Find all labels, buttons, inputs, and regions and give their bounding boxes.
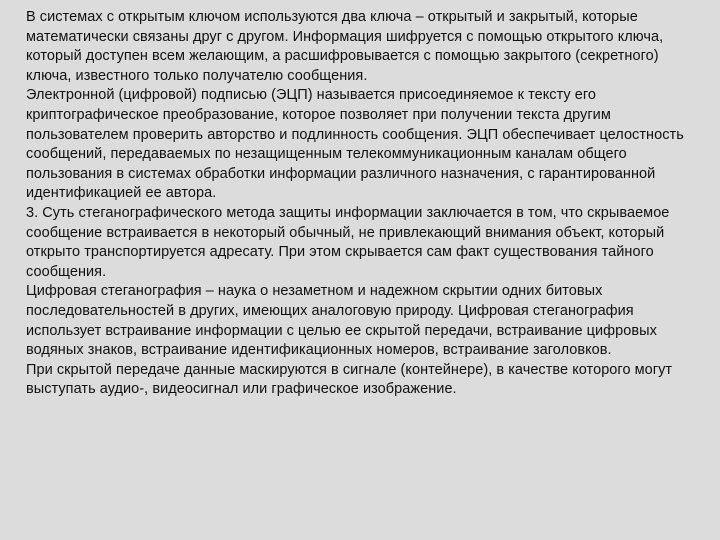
paragraph-steganography-essence: 3. Суть стеганографического метода защиты информации заключается в том, что скрываемое сообщение встраивается в некоторый обычный, не привлекающий внимания объект, который открыто транспортируется адресату. При этом скрывается сам факт существования тайного сообщения.	[26, 204, 670, 280]
body-text	[26, 8, 696, 400]
paragraph-hidden-transmission: При скрытой передаче данные маскируются в сигнале (контейнере), в качестве которого могут выступать аудио-, видеосигнал или графическое изображение.	[26, 361, 673, 398]
paragraph-digital-steganography: Цифровая стеганография – наука о незаметном и надежном скрытии одних битовых последовательностей в других, имеющих аналоговую природу. Цифровая стеганография использует встраивание информации с целью ее скрытой передачи, встраивание цифровых водяных знаков, встраивание идентификационных номеров, встраивание заголовков.	[26, 283, 657, 359]
paragraph-digital-signature: Электронной (цифровой) подписью (ЭЦП) называется присоединяемое к тексту его криптографическое преобразование, которое позволяет при получении текста другим пользователем проверить авторство и подлинность сообщения. ЭЦП обеспечивает целостность сообщений, передаваемых по незащищенным телекоммуникационным каналам общего пользования в системах обработки информации различного назначения, с гарантированной идентификацией ее автора.	[26, 87, 684, 202]
paragraph-public-key: В системах с открытым ключом используются два ключа – открытый и закрытый, которые математически связаны друг с другом. Информация шифруется с помощью открытого ключа, который доступен всем желающим, а расшифровывается с помощью закрытого (секретного) ключа, известного только получателю сообщения.	[26, 9, 664, 84]
